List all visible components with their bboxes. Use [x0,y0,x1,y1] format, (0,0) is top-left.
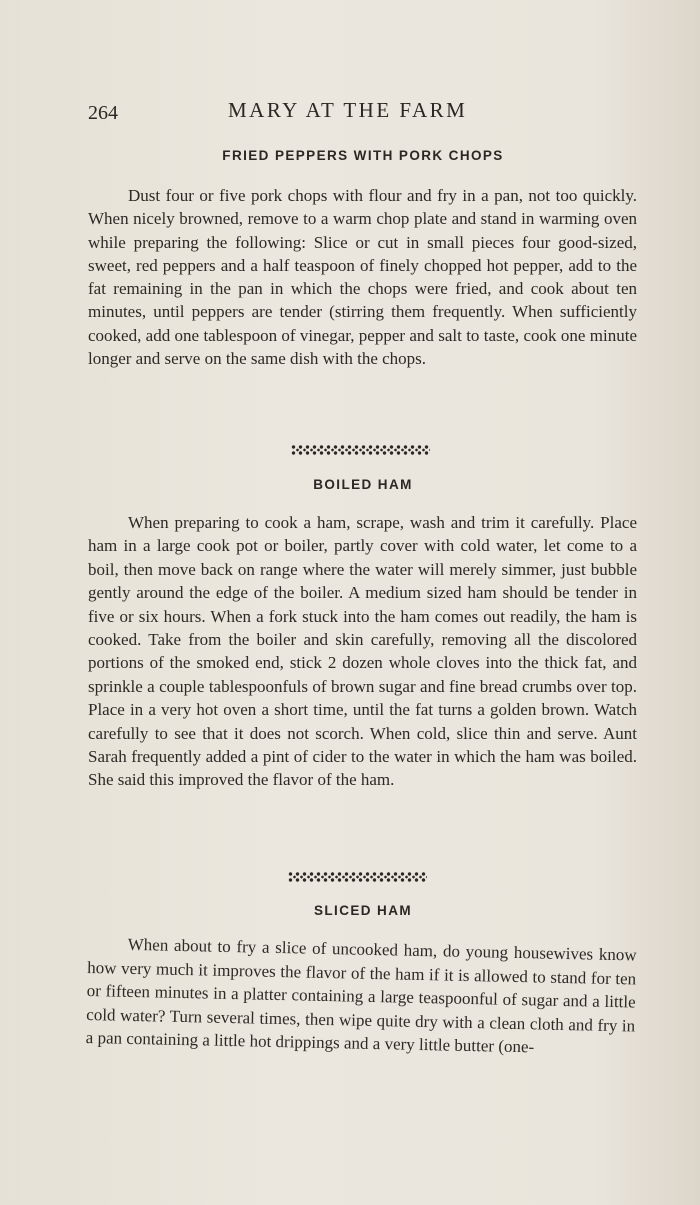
section-body-boiled-ham: When preparing to cook a ham, scrape, wash and trim it carefully. Place ham in a large cook pot or boiler, partly cover with cold water, let come to a boil, then move back on range where the water will merely simmer, just bubble gently around the edge of the boiler. A medium sized ham should be tender in five or six hours. When a fork stuck into the ham comes out readily, the ham is cooked. Take from the boiler and skin carefully, removing all the discolored portions of the smoked end, stick 2 dozen whole cloves into the thick fat, and sprinkle a couple tablespoonfuls of brown sugar and fine bread crumbs over top. Place in a very hot oven a short time, until the fat turns a golden brown. Watch carefully to see that it does not scorch. When cold, slice thin and serve. Aunt Sarah frequently added a pint of cider to the water in which the ham was boiled. She said this improved the flavor of the ham. [88,513,637,790]
section-body-sliced-ham: When about to fry a slice of uncooked ham, do young housewives know how very much it improves the flavor of the ham if it is allowed to stand for ten or fifteen minutes in a platter containing a large teaspoonful of sugar and a little cold water? Turn several times, then wipe quite dry with a clean cloth and fry in a pan containing a little hot drippings and a very little butter (one- [85,934,637,1057]
section-heading-fried-peppers: FRIED PEPPERS WITH PORK CHOPS [222,148,504,163]
section-heading-boiled-ham: BOILED HAM [313,477,413,492]
page-number: 264 [88,102,118,124]
section-heading-sliced-ham: SLICED HAM [314,903,412,918]
section-body-fried-peppers: Dust four or five pork chops with flour and fry in a pan, not too quickly. When nicely browned, remove to a warm chop plate and stand in warming oven while preparing the following: Slice or cut in small pieces four good-sized, sweet, red peppers and a half teaspoon of finely chopped hot pepper, add to the fat remaining in the pan in which the chops were fried, and cook about ten minutes, until peppers are tender (stirring them frequently. When sufficiently cooked, add one tablespoon of vinegar, pepper and salt to taste, cook one minute longer and serve on the same dish with the chops. [88,186,637,369]
book-title: MARY AT THE FARM [228,98,468,122]
ornament-divider [287,871,427,883]
ornament-divider [290,444,430,456]
running-head [88,96,638,126]
